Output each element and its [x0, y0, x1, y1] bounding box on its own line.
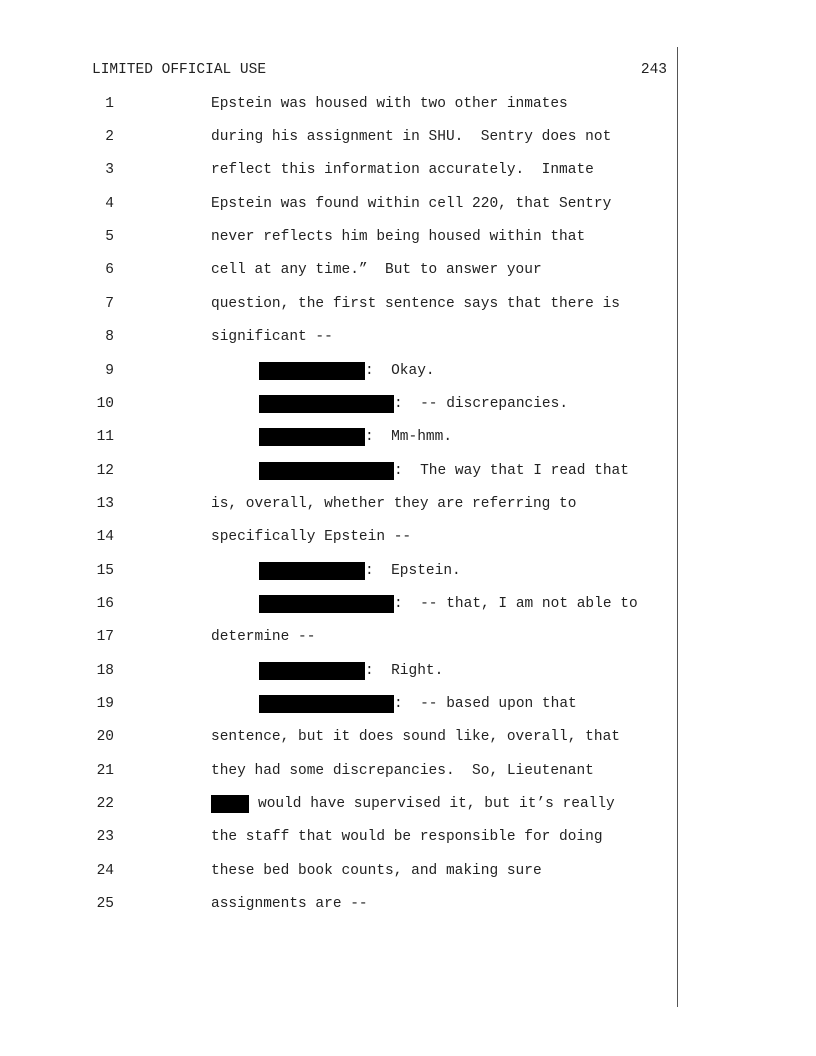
line-number: 23 — [96, 829, 114, 845]
classification-header: LIMITED OFFICIAL USE — [92, 62, 267, 78]
line-text — [211, 827, 603, 847]
line-text-content: is, overall, whether they are referring to — [211, 496, 577, 512]
line-number: 18 — [96, 663, 114, 679]
line-text-content: these bed book counts, and making sure — [211, 863, 542, 879]
line-text — [211, 294, 620, 314]
line-number: 22 — [96, 796, 114, 812]
line-number: 5 — [105, 229, 114, 245]
page-number: 243 — [640, 62, 667, 78]
right-margin-rule — [677, 47, 678, 1007]
line-text-content: determine -- — [211, 629, 316, 645]
line-text — [259, 361, 435, 381]
transcript-line — [0, 260, 676, 280]
line-number: 21 — [96, 763, 114, 779]
transcript-line — [0, 627, 676, 647]
line-text-content: would have supervised it, but it’s really — [258, 796, 615, 812]
line-number: 8 — [105, 329, 114, 345]
line-number: 11 — [96, 429, 114, 445]
redaction-block — [211, 795, 249, 813]
line-text — [211, 160, 594, 180]
line-number: 16 — [96, 596, 114, 612]
redaction-block — [259, 695, 394, 713]
line-number: 17 — [96, 629, 114, 645]
transcript-line — [0, 761, 676, 781]
line-text — [211, 127, 611, 147]
line-number: 3 — [105, 162, 114, 178]
line-number: 2 — [105, 129, 114, 145]
transcript-line — [0, 494, 676, 514]
transcript-line — [0, 527, 676, 547]
transcript-line — [0, 894, 676, 914]
line-text-content: cell at any time.” But to answer your — [211, 262, 542, 278]
line-number: 7 — [105, 296, 114, 312]
transcript-line — [0, 594, 676, 614]
line-text — [211, 761, 594, 781]
line-text — [259, 461, 629, 481]
line-number: 10 — [96, 396, 114, 412]
transcript-line — [0, 861, 676, 881]
line-text-content: : Right. — [365, 663, 444, 679]
redaction-block — [259, 662, 365, 680]
transcript-line — [0, 427, 676, 447]
line-text-content: never reflects him being housed within that — [211, 229, 586, 245]
line-number: 19 — [96, 696, 114, 712]
line-text — [211, 727, 620, 747]
redaction-block — [259, 595, 394, 613]
line-text-content: : The way that I read that — [394, 463, 629, 479]
transcript-line — [0, 561, 676, 581]
redaction-block — [259, 562, 365, 580]
transcript-line — [0, 727, 676, 747]
transcript-line — [0, 294, 676, 314]
line-number: 6 — [105, 262, 114, 278]
line-text-content: : Epstein. — [365, 563, 461, 579]
transcript-line — [0, 127, 676, 147]
line-number: 14 — [96, 529, 114, 545]
line-text — [211, 227, 585, 247]
line-text — [259, 427, 452, 447]
line-text-content: assignments are -- — [211, 896, 368, 912]
line-number: 4 — [105, 196, 114, 212]
line-text-content: : -- based upon that — [394, 696, 577, 712]
line-text — [211, 527, 411, 547]
line-text-content: : Okay. — [365, 363, 435, 379]
transcript-line — [0, 461, 676, 481]
line-text-content: : -- that, I am not able to — [394, 596, 638, 612]
line-text — [259, 561, 461, 581]
line-text — [211, 194, 611, 214]
line-text-content: sentence, but it does sound like, overall, that — [211, 729, 620, 745]
line-text — [259, 394, 568, 414]
transcript-line — [0, 794, 676, 814]
redaction-block — [259, 428, 365, 446]
line-text-content: Epstein was found within cell 220, that Sentry — [211, 196, 612, 212]
redaction-block — [259, 395, 394, 413]
transcript-line — [0, 160, 676, 180]
redaction-block — [259, 462, 394, 480]
line-text — [211, 794, 615, 814]
line-text-content: the staff that would be responsible for doing — [211, 829, 603, 845]
line-text-content: : -- discrepancies. — [394, 396, 569, 412]
line-text — [259, 594, 638, 614]
transcript-line — [0, 327, 676, 347]
line-text-content: reflect this information accurately. Inmate — [211, 162, 594, 178]
line-text — [211, 861, 542, 881]
line-text — [211, 894, 368, 914]
line-number: 15 — [96, 563, 114, 579]
transcript-line — [0, 827, 676, 847]
line-number: 1 — [105, 96, 114, 112]
line-number: 12 — [96, 463, 114, 479]
line-text — [259, 661, 443, 681]
line-text-content: they had some discrepancies. So, Lieutenant — [211, 763, 594, 779]
line-text-content: Epstein was housed with two other inmates — [211, 96, 568, 112]
line-text — [211, 94, 568, 114]
transcript-line — [0, 694, 676, 714]
line-text-content: : Mm-hmm. — [365, 429, 453, 445]
transcript-line — [0, 194, 676, 214]
line-number: 9 — [105, 363, 114, 379]
line-text — [259, 694, 577, 714]
line-text-content: specifically Epstein -- — [211, 529, 412, 545]
transcript-line — [0, 227, 676, 247]
line-number: 24 — [96, 863, 114, 879]
transcript-line — [0, 394, 676, 414]
line-text — [211, 260, 542, 280]
line-text — [211, 627, 315, 647]
line-text-content: significant -- — [211, 329, 333, 345]
transcript-line — [0, 361, 676, 381]
transcript-line — [0, 94, 676, 114]
line-number: 13 — [96, 496, 114, 512]
redaction-block — [259, 362, 365, 380]
line-text — [211, 327, 333, 347]
line-number: 25 — [96, 896, 114, 912]
line-text-content: question, the first sentence says that there is — [211, 296, 620, 312]
line-number: 20 — [96, 729, 114, 745]
line-text — [211, 494, 576, 514]
line-text-content: during his assignment in SHU. Sentry does not — [211, 129, 612, 145]
transcript-line — [0, 661, 676, 681]
